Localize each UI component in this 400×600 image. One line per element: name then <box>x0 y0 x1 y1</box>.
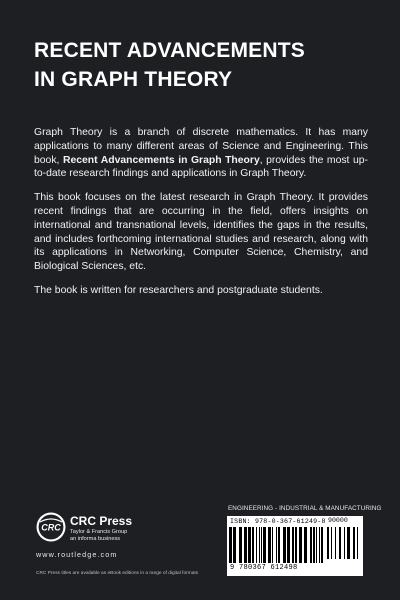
barcode-panel <box>227 516 363 576</box>
blurb-paragraph-1 <box>34 126 368 181</box>
blurb-paragraph-3: The book is written for researchers and postgraduate students. <box>34 284 323 296</box>
barcode-bars <box>229 527 323 563</box>
book-title <box>34 36 374 94</box>
publisher-business: an informa business <box>70 536 121 542</box>
title-line-2: IN GRAPH THEORY <box>34 68 233 91</box>
publisher-url: www.routledge.com <box>36 550 118 559</box>
isbn-text: ISBN: 978-0-367-61249-8 <box>230 518 326 525</box>
title-line-1: RECENT ADVANCEMENTS <box>34 39 305 62</box>
blurb <box>34 126 368 308</box>
ebook-note: CRC Press titles are available as eBook editions in a range of digital formats <box>36 571 199 576</box>
price-addon-digits: 90000 <box>328 517 348 524</box>
publisher-name: CRC Press <box>70 514 133 528</box>
blurb-paragraph-2: This book focuses on the latest research in Graph Theory. It provides recent findings that are occurring in the field, offers insights on international and transnational levels, identifies the gaps in the results, and includes forthcoming international studies and research, along with its applications in Networking, Computer Science, Chemistry, and Biological Sciences, etc. <box>34 192 368 273</box>
subject-category: ENGINEERING - INDUSTRIAL & MANUFACTURING <box>228 505 382 512</box>
addon-barcode-bars <box>327 527 359 559</box>
ean-digits: 9 780367 612498 <box>230 564 298 572</box>
crc-logo-icon <box>36 512 66 542</box>
blurb-book-name: Recent Advancements in Graph Theory <box>62 154 260 166</box>
crc-logo-text: CRC <box>41 522 61 533</box>
publisher-group: Taylor & Francis Group <box>70 529 128 535</box>
blurb-text: Graph Theory is a branch of discrete mathematics. It has many applications to many different areas of Science and Engineering. This book, <box>34 127 368 166</box>
blurb-text: , provides the most up-to-date research findings and applications in Graph Theory. <box>34 154 368 180</box>
